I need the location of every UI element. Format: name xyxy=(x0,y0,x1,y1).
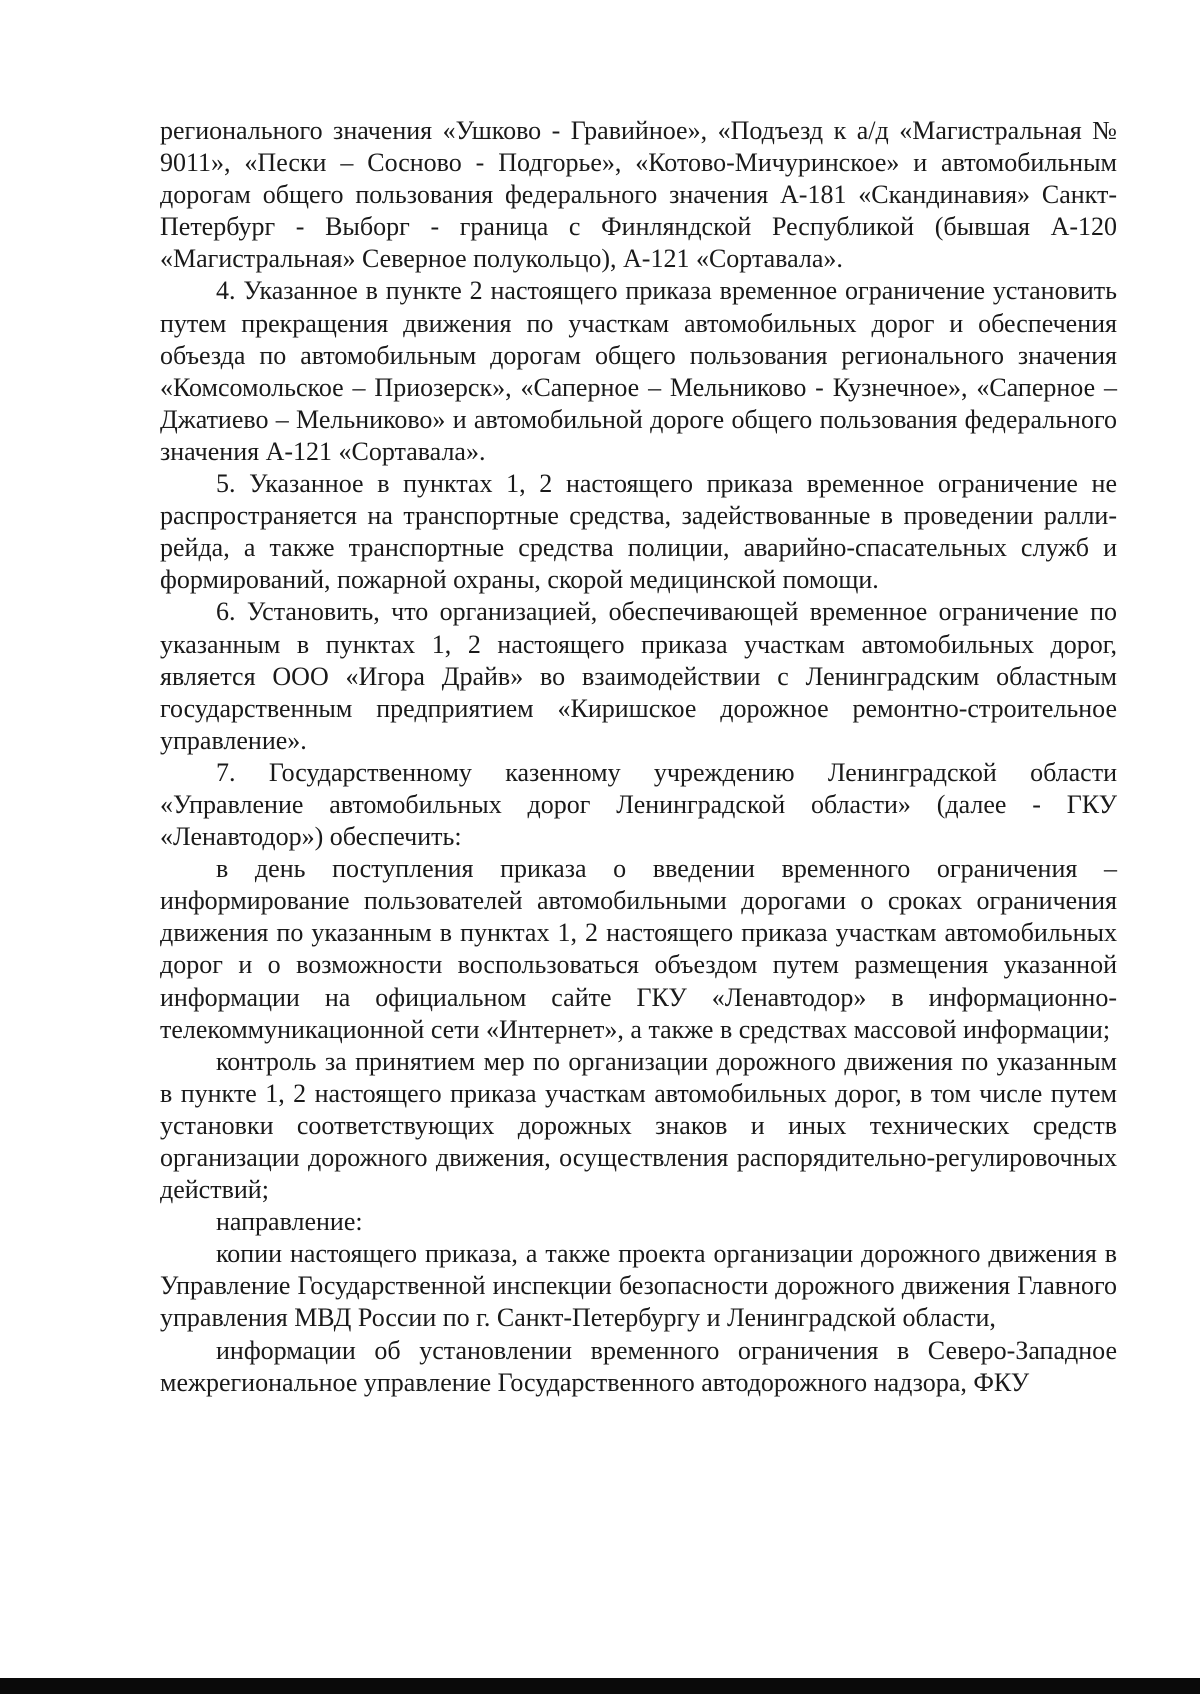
paragraph-item-7: 7. Государственному казенному учреждению Ленинградской области «Управление автомобильных дорог Ленинградской области» (далее - ГКУ «Ленавтодор») обеспечить: xyxy=(160,757,1117,852)
paragraph-control: контроль за принятием мер по организации дорожного движения по указанным в пункте 1, 2 настоящего приказа участкам автомобильных дорог, в том числе путем установки соответствующих дорожных знаков и иных технических средств организации дорожного движения, осуществления распорядительно-регулировочных действий; xyxy=(160,1046,1117,1205)
paragraph-item-5: 5. Указанное в пунктах 1, 2 настоящего приказа временное ограничение не распространяется на транспортные средства, задействованные в проведении ралли-рейда, а также транспортные средства полиции, аварийно-спасательных служб и формирований, пожарной охраны, скорой медицинской помощи. xyxy=(160,469,1117,595)
paragraph-information: информации об установлении временного ограничения в Северо-Западное межрегиональное управление Государственного автодорожного надзора, ФКУ xyxy=(160,1335,1117,1397)
paragraph-copies: копии настоящего приказа, а также проекта организации дорожного движения в Управление Государственной инспекции безопасности дорожного движения Главного управления МВД России по г. Санкт-Петербургу и Ленинградской области, xyxy=(160,1239,1117,1333)
paragraph-item-6: 6. Установить, что организацией, обеспечивающей временное ограничение по указанным в пунктах 1, 2 настоящего приказа участкам автомобильных дорог, является ООО «Игора Драйв» во взаимодействии с Ленинградским областным государственным предприятием «Киришское дорожное ремонтно-строительное управление». xyxy=(160,597,1117,755)
paragraph-continuation: регионального значения «Ушково - Гравийное», «Подъезд к а/д «Магистральная № 9011», «Пески – Сосново - Подгорье», «Котово-Мичуринское» и автомобильным дорогам общего пользования федерального значения А-181 «Скандинавия» Санкт-Петербург - Выборг - граница с Финляндской Республикой (бывшая А-120 «Магистральная» Северное полукольцо), А-121 «Сортавала». xyxy=(160,116,1117,274)
paragraph-direction-heading: направление: xyxy=(216,1207,363,1237)
scan-bottom-border xyxy=(0,1678,1200,1694)
paragraph-informing: в день поступления приказа о введении временного ограничения – информирование пользователей автомобильными дорогами о сроках ограничения движения по указанным в пунктах 1, 2 настоящего приказа участкам автомобильных дорог и о возможности воспользоваться объездом путем размещения указанной информации на официальном сайте ГКУ «Ленавтодор» в информационно-телекоммуникационной сети «Интернет», а также в средствах массовой информации; xyxy=(160,854,1117,1044)
paragraph-item-4: 4. Указанное в пункте 2 настоящего приказа временное ограничение установить путем прекращения движения по участкам автомобильных дорог и обеспечения объезда по автомобильным дорогам общего пользования регионального значения «Комсомольское – Приозерск», «Саперное – Мельниково - Кузнечное», «Саперное – Джатиево – Мельниково» и автомобильной дороге общего пользования федерального значения А-121 «Сортавала». xyxy=(160,276,1117,466)
document-body xyxy=(160,115,1117,1399)
